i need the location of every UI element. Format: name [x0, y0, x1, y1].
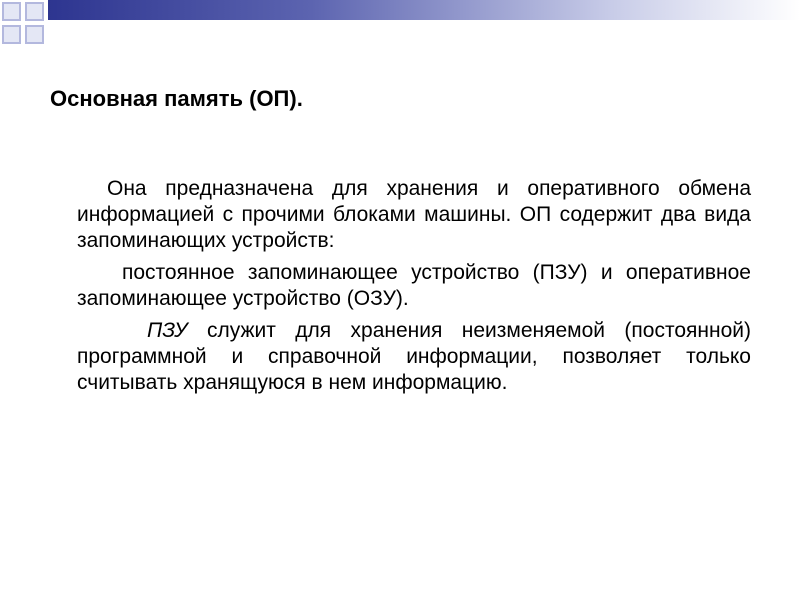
accent-square [3, 3, 20, 20]
gradient-band [48, 0, 800, 20]
slide-title: Основная память (ОП). [50, 86, 303, 111]
rom-description: служит для хранения неизменяемой (постоянной) программной и справочной информации, позволяет только считывать хранящуюся в нем информацию. [77, 319, 751, 394]
rom-term: ПЗУ [147, 319, 188, 342]
accent-square [26, 26, 43, 43]
paragraph-intro: Она предназначена для хранения и оперативного обмена информацией с прочими блоками машины. ОП содержит два вида запоминающих устройств: [77, 177, 751, 252]
paragraph-rom [77, 318, 751, 396]
accent-square [3, 26, 20, 43]
paragraph-memory-types: постоянное запоминающее устройство (ПЗУ) и оперативное запоминающее устройство (ОЗУ). [77, 261, 751, 310]
accent-square [26, 3, 43, 20]
slide-body [77, 176, 751, 402]
header-decoration [0, 0, 800, 52]
